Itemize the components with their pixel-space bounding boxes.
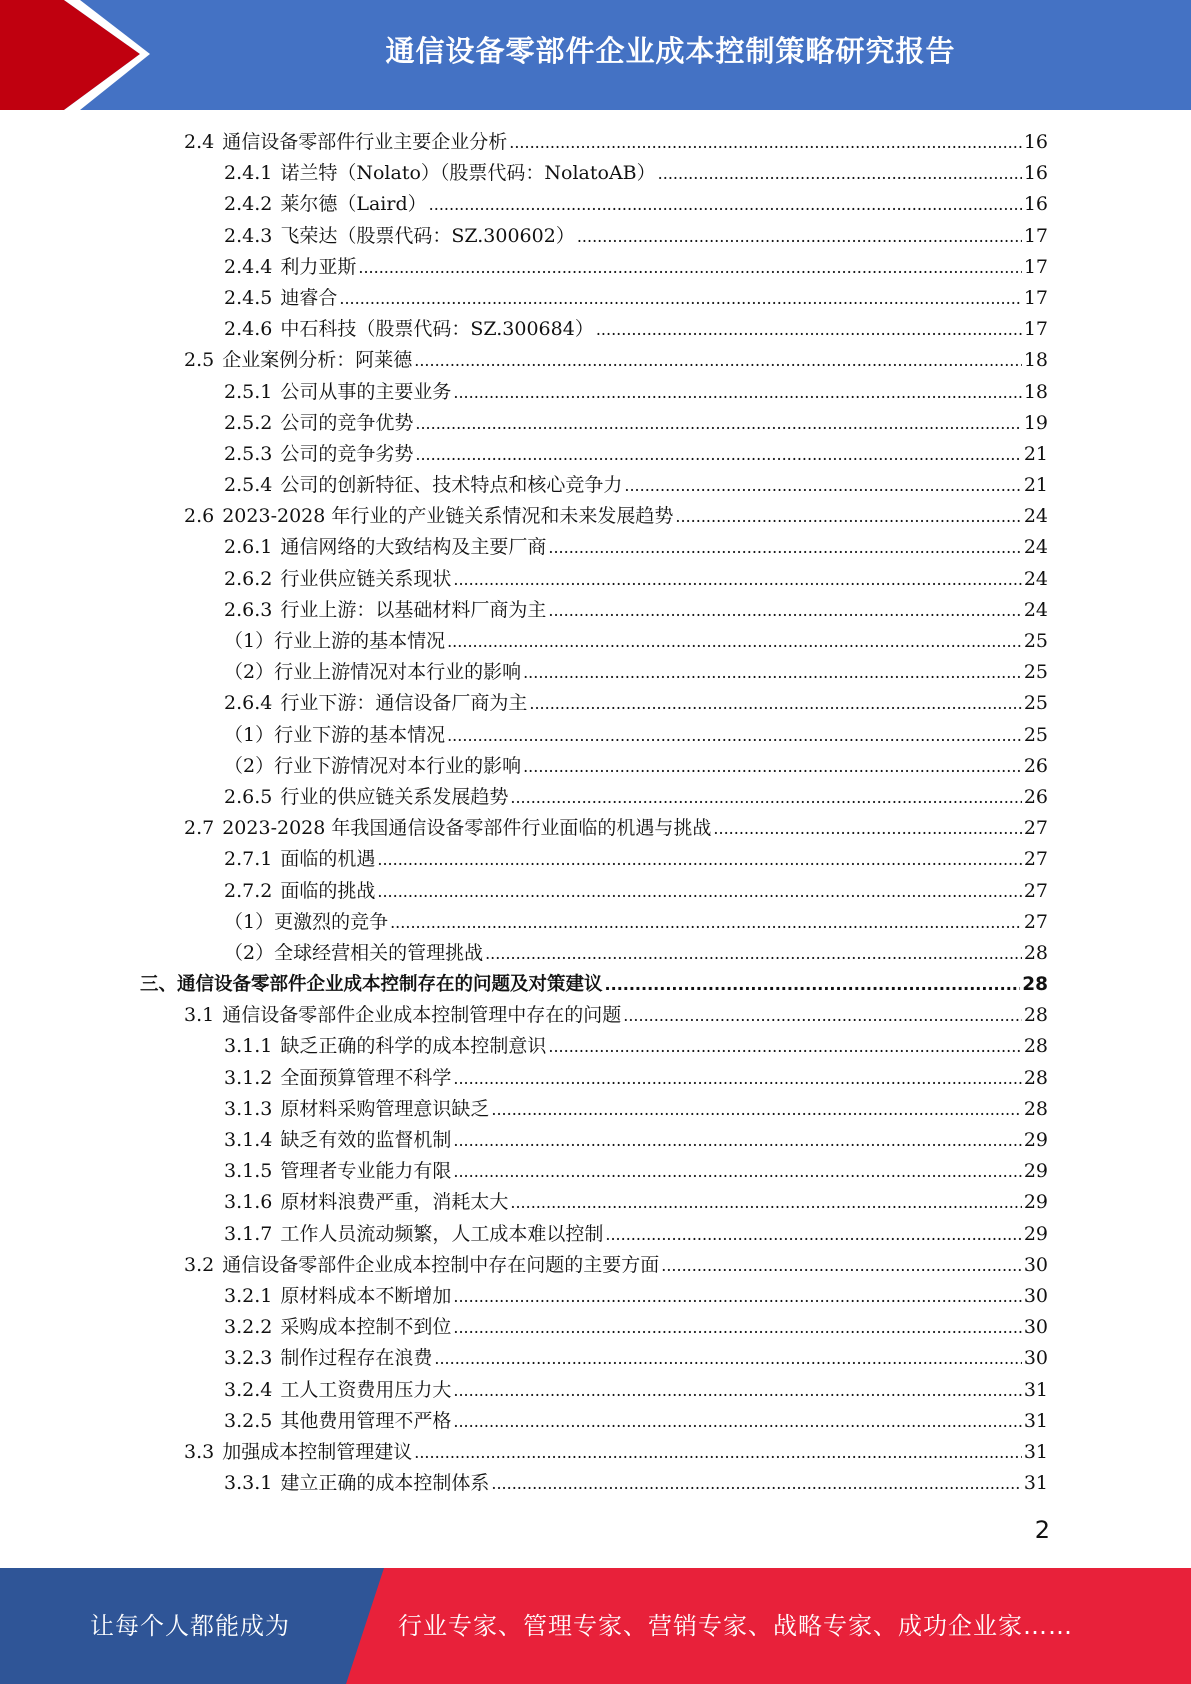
toc-entry-number: 三、 [140,974,178,996]
toc-entry-page: 16 [1023,193,1048,216]
toc-entry-title: 缺乏正确的科学的成本控制意识 [280,1035,547,1058]
toc-entry-page: 27 [1023,817,1048,840]
toc-entry-number: 3.1.1 [224,1035,273,1058]
toc-entry-page: 21 [1023,474,1048,497]
toc-entry-title: 行业的供应链关系发展趋势 [280,785,509,808]
toc-entry-number: 3.1.5 [224,1160,273,1183]
toc-entry-page: 18 [1023,349,1048,372]
toc-entry-page: 27 [1023,879,1048,902]
toc-dot-leader [339,283,1021,314]
toc-entry-page: 27 [1023,848,1048,871]
toc-entry-title: 加强成本控制管理建议 [222,1440,413,1463]
toc-entry-page: 18 [1023,380,1048,403]
toc-entry[interactable] [140,1187,1048,1218]
toc-dot-leader [453,1063,1021,1094]
toc-dot-leader [577,221,1022,252]
toc-dot-leader [358,252,1021,283]
toc-entry[interactable] [140,1063,1048,1094]
toc-entry-page: 30 [1023,1316,1048,1339]
toc-entry[interactable] [140,1375,1048,1406]
toc-dot-leader [509,127,1022,158]
toc-entry[interactable] [140,1031,1048,1062]
toc-entry[interactable] [140,657,1048,688]
toc-entry[interactable] [140,377,1048,408]
toc-entry[interactable] [140,252,1048,283]
toc-dot-leader [485,938,1022,969]
toc-dot-leader [623,1000,1022,1031]
toc-entry-number: 3.1.4 [224,1129,273,1151]
toc-entry[interactable] [140,876,1048,907]
toc-entry[interactable] [140,1125,1048,1156]
toc-entry-page: 29 [1023,1222,1048,1245]
toc-dot-leader [529,688,1021,719]
toc-entry-title: 飞荣达（股票代码：SZ.300602） [280,224,575,247]
toc-dot-leader [453,1406,1021,1437]
toc-dot-leader [453,1312,1021,1343]
toc-dot-leader [453,564,1021,595]
toc-dot-leader [658,158,1022,189]
toc-entry-page: 28 [1023,1066,1048,1089]
toc-entry-number: 2.6.2 [224,567,273,590]
toc-entry-title: 全面预算管理不科学 [280,1066,452,1089]
toc-entry[interactable] [140,1312,1048,1343]
toc-entry-title: 制作过程存在浪费 [280,1347,433,1370]
toc-entry-page: 28 [1023,1097,1048,1120]
toc-entry[interactable] [140,501,1048,532]
toc-entry-page: 27 [1023,910,1048,933]
toc-dot-leader [377,876,1021,907]
toc-entry[interactable] [140,408,1048,439]
toc-entry-title: 原材料浪费严重，消耗太大 [280,1191,509,1214]
toc-entry-number: 2.6.4 [224,692,273,715]
toc-dot-leader [523,751,1022,782]
toc-entry-page: 16 [1023,162,1048,185]
toc-entry-number: 3.2.4 [224,1378,273,1401]
toc-entry-number: 3.3.1 [224,1472,273,1495]
toc-entry[interactable] [140,844,1048,875]
toc-entry-page: 31 [1023,1440,1048,1463]
toc-dot-leader [415,408,1021,439]
toc-entry[interactable] [140,595,1048,626]
toc-dot-leader [429,189,1022,220]
toc-entry-number: 2.6.5 [224,785,273,808]
toc-entry-number: 3.1.7 [224,1222,273,1245]
footer-slogan-left: 让每个人都能成为 [90,1612,290,1640]
toc-entry-number: 3.2.2 [224,1316,273,1339]
toc-entry[interactable] [140,751,1048,782]
toc-entry-title: 公司从事的主要业务 [280,380,452,403]
toc-entry-title: 原材料成本不断增加 [280,1284,452,1307]
toc-dot-leader [523,657,1022,688]
toc-entry-page: 28 [1023,1035,1048,1058]
header-banner [0,0,1191,110]
toc-entry-title: 2023-2028 年我国通信设备零部件行业面临的机遇与挑战 [222,817,712,840]
toc-entry[interactable] [140,1094,1048,1125]
toc-entry-number: 2.7.1 [224,848,273,871]
toc-dot-leader [548,1031,1021,1062]
toc-entry-page: 29 [1023,1129,1048,1151]
toc-entry-page: 24 [1023,536,1048,559]
toc-entry-page: 24 [1023,505,1048,528]
toc-entry-page: 31 [1023,1409,1048,1432]
toc-entry-number: 2.7 [184,817,215,840]
toc-entry[interactable] [140,314,1048,345]
toc-entry-page: 25 [1023,723,1048,746]
toc-dot-leader [491,1094,1021,1125]
toc-entry-title: 其他费用管理不严格 [280,1409,452,1432]
toc-entry-page: 29 [1023,1191,1048,1214]
toc-dot-leader [414,1437,1022,1468]
toc-entry-number: 2.4.3 [224,224,273,247]
toc-entry-title: 行业上游：以基础材料厂商为主 [280,598,547,621]
toc-entry-number: 3.1.3 [224,1097,273,1120]
toc-entry-title: 行业下游：通信设备厂商为主 [280,692,528,715]
toc-entry-number: 3.1.6 [224,1191,273,1214]
toc-entry-number: 2.6 [184,505,215,528]
toc-entry-page: 31 [1023,1378,1048,1401]
toc-entry-number: 2.4.5 [224,286,273,309]
toc-dot-leader [491,1468,1021,1499]
toc-entry-title: 工作人员流动频繁，人工成本难以控制 [280,1222,604,1245]
toc-entry-page: 17 [1023,318,1048,341]
toc-entry-page: 28 [1022,974,1048,996]
toc-entry[interactable] [140,127,1048,158]
toc-dot-leader [447,626,1022,657]
toc-dot-leader [548,595,1021,626]
toc-dot-leader [453,1156,1021,1187]
toc-entry-number: 2.4.6 [224,318,273,341]
toc-dot-leader [453,377,1021,408]
toc-dot-leader [596,314,1022,345]
toc-entry-title: 公司的竞争优势 [280,411,414,434]
toc-entry-title: 面临的挑战 [280,879,376,902]
toc-entry-number: 2.6.1 [224,536,273,559]
toc-entry-title: 建立正确的成本控制体系 [280,1472,490,1495]
toc-entry[interactable] [140,1468,1048,1499]
toc-entry-number: 3.1.2 [224,1066,273,1089]
toc-entry-page: 31 [1023,1472,1048,1495]
toc-entry-title: （1）更激烈的竞争 [224,910,389,933]
toc-dot-leader [377,844,1021,875]
toc-entry-title: 2023-2028 年行业的产业链关系情况和未来发展趋势 [222,505,674,528]
toc-entry-title: （2）行业上游情况对本行业的影响 [224,661,522,684]
toc-dot-leader [510,1187,1021,1218]
toc-entry-title: 通信设备零部件企业成本控制管理中存在的问题 [222,1004,622,1027]
toc-entry[interactable] [140,1156,1048,1187]
toc-entry-number: 3.2.3 [224,1347,273,1370]
toc-dot-leader [447,720,1022,751]
toc-entry-title: 公司的竞争劣势 [280,442,414,465]
toc-entry-page: 25 [1023,661,1048,684]
toc-entry-title: （2）全球经营相关的管理挑战 [224,941,484,964]
toc-dot-leader [510,782,1021,813]
toc-entry-page: 26 [1023,754,1048,777]
toc-entry-page: 30 [1023,1284,1048,1307]
toc-dot-leader [675,501,1021,532]
toc-entry-title: 工人工资费用压力大 [280,1378,452,1401]
toc-entry-number: 2.4.1 [224,162,273,185]
toc-entry-number: 2.4 [184,131,215,153]
toc-entry-title: 行业供应链关系现状 [280,567,452,590]
toc-entry[interactable] [140,532,1048,563]
toc-dot-leader [453,1281,1021,1312]
toc-dot-leader [624,470,1021,501]
toc-dot-leader [453,1375,1021,1406]
toc-entry-title: 通信网络的大致结构及主要厂商 [280,536,547,559]
toc-entry-title: 管理者专业能力有限 [280,1160,452,1183]
toc-dot-leader [415,439,1021,470]
table-of-contents [140,127,1048,1499]
toc-entry[interactable] [140,1437,1048,1468]
toc-dot-leader [434,1343,1021,1374]
toc-entry-title: 利力亚斯 [280,255,357,278]
toc-dot-leader [605,1219,1021,1250]
toc-dot-leader [453,1125,1021,1156]
toc-entry[interactable] [140,907,1048,938]
page-number: 2 [1034,1516,1050,1544]
toc-entry-page: 17 [1023,255,1048,278]
toc-entry-number: 2.6.3 [224,598,273,621]
toc-entry-title: 原材料采购管理意识缺乏 [280,1097,490,1120]
toc-entry-number: 2.5.4 [224,474,273,497]
toc-entry-page: 29 [1023,1160,1048,1183]
toc-entry-page: 25 [1023,692,1048,715]
toc-entry[interactable] [140,345,1048,376]
toc-entry-page: 19 [1023,411,1048,434]
toc-entry[interactable] [140,626,1048,657]
toc-entry-number: 2.5 [184,349,215,372]
toc-entry-title: 面临的机遇 [280,848,376,871]
toc-entry-page: 24 [1023,567,1048,590]
toc-entry-title: 诺兰特（Nolato）（股票代码：NolatoAB） [280,162,656,185]
toc-entry[interactable] [140,1219,1048,1250]
toc-entry-title: 采购成本控制不到位 [280,1316,452,1339]
toc-entry-page: 28 [1023,1004,1048,1027]
toc-entry-number: 3.2.1 [224,1284,273,1307]
toc-dot-leader [605,969,1021,1000]
toc-entry-page: 17 [1023,224,1048,247]
toc-dot-leader [414,345,1022,376]
toc-entry-title: 迪睿合 [280,286,338,309]
toc-entry-title: 通信设备零部件行业主要企业分析 [222,131,508,153]
toc-entry[interactable] [140,439,1048,470]
toc-dot-leader [713,813,1021,844]
toc-entry-page: 16 [1023,131,1048,153]
toc-entry-title: 莱尔德（Laird） [280,193,427,216]
toc-entry-title: （2）行业下游情况对本行业的影响 [224,754,522,777]
toc-entry[interactable] [140,1281,1048,1312]
toc-entry[interactable] [140,189,1048,220]
toc-entry[interactable] [140,813,1048,844]
toc-entry-page: 28 [1023,941,1048,964]
toc-entry-number: 2.5.3 [224,442,273,465]
toc-entry-page: 24 [1023,598,1048,621]
toc-entry[interactable] [140,782,1048,813]
report-title: 通信设备零部件企业成本控制策略研究报告 [385,34,956,68]
toc-entry[interactable] [140,720,1048,751]
toc-dot-leader [548,532,1021,563]
toc-entry[interactable] [140,1000,1048,1031]
footer-slogan-right: 行业专家、管理专家、营销专家、战略专家、成功企业家…… [398,1612,1073,1640]
toc-entry-page: 26 [1023,785,1048,808]
toc-entry-number: 3.3 [184,1440,215,1463]
toc-entry-title: 公司的创新特征、技术特点和核心竞争力 [280,474,623,497]
toc-entry-page: 21 [1023,442,1048,465]
toc-entry-page: 25 [1023,630,1048,652]
toc-entry[interactable] [140,969,1048,1000]
toc-entry-title: 缺乏有效的监督机制 [280,1129,452,1151]
toc-entry-number: 3.2.5 [224,1409,273,1432]
toc-entry-number: 3.1 [184,1004,215,1027]
toc-entry[interactable] [140,1250,1048,1281]
toc-entry-number: 2.7.2 [224,879,273,902]
toc-entry-number: 3.2 [184,1253,215,1276]
toc-entry[interactable] [140,688,1048,719]
toc-entry-title: 通信设备零部件企业成本控制存在的问题及对策建议 [177,974,603,996]
toc-entry-number: 2.4.4 [224,255,273,278]
toc-dot-leader [390,907,1022,938]
toc-entry[interactable] [140,283,1048,314]
toc-entry-title: 通信设备零部件企业成本控制中存在问题的主要方面 [222,1253,660,1276]
toc-entry[interactable] [140,470,1048,501]
footer-banner [0,1568,1191,1684]
toc-entry[interactable] [140,564,1048,595]
toc-entry-title: 企业案例分析：阿莱德 [222,349,413,372]
toc-entry-title: （1）行业下游的基本情况 [224,723,446,746]
toc-entry-page: 30 [1023,1253,1048,1276]
toc-entry-title: （1）行业上游的基本情况 [224,630,446,652]
toc-entry[interactable] [140,1406,1048,1437]
toc-entry-number: 2.5.2 [224,411,273,434]
arrow-logo-icon [0,0,160,110]
toc-entry[interactable] [140,1343,1048,1374]
toc-entry-title: 中石科技（股票代码：SZ.300684） [280,318,594,341]
toc-entry-number: 2.5.1 [224,380,273,403]
toc-entry-page: 30 [1023,1347,1048,1370]
toc-entry-page: 17 [1023,286,1048,309]
toc-dot-leader [661,1250,1022,1281]
toc-entry-number: 2.4.2 [224,193,273,216]
toc-entry[interactable] [140,938,1048,969]
toc-entry[interactable] [140,158,1048,189]
toc-entry[interactable] [140,221,1048,252]
